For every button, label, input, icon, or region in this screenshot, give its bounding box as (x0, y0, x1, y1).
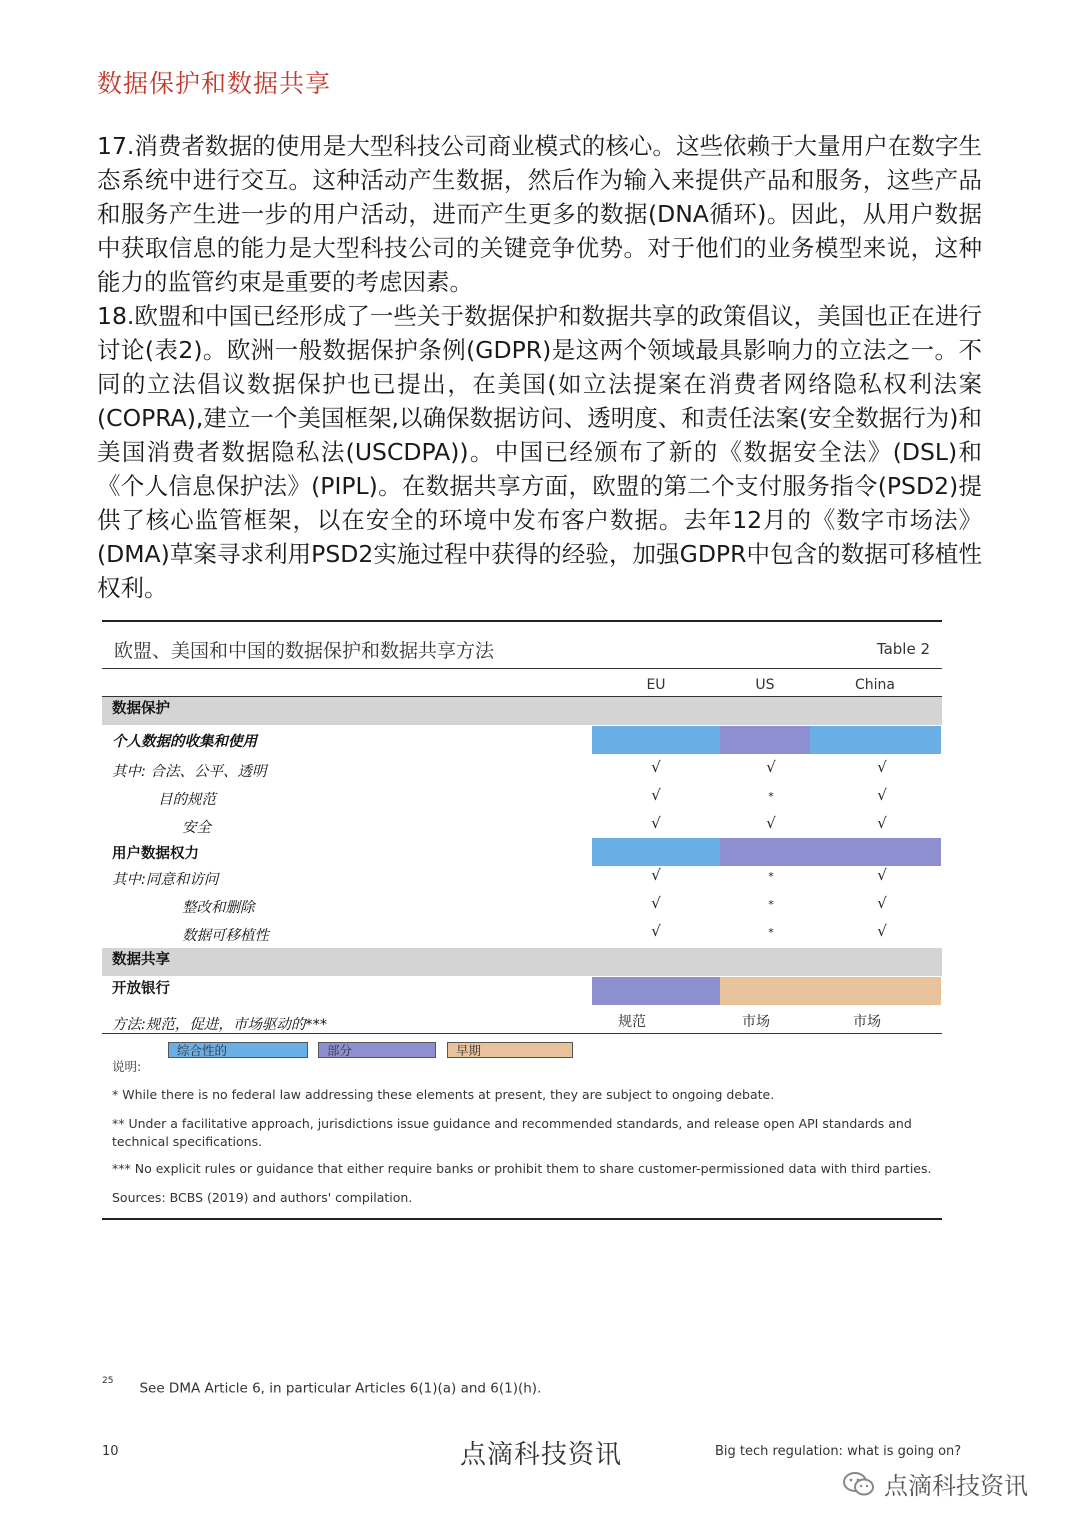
footnote-number: 25 (102, 1376, 114, 1386)
table-note-1: * While there is no federal law addressing these elements at present, they are subject to ongoing debate. (112, 1087, 775, 1102)
table-body-bottom-rule (102, 1033, 942, 1034)
mark-china: √ (877, 894, 887, 912)
row-label: 其中: 合法、公平、透明 (112, 764, 267, 780)
status-cell-china (810, 726, 941, 754)
table-title: 欧盟、美国和中国的数据保护和数据共享方法 (114, 640, 495, 662)
row-label: 用户数据权力 (112, 846, 199, 862)
status-cell-eu (592, 838, 720, 866)
paragraph-18: 18.欧盟和中国已经形成了一些关于数据保护和数据共享的政策倡议，美国也正在进行讨论(表2)。欧洲一般数据保护条例(GDPR)是这两个领域最具影响力的立法之一。不同的立法倡议数据保护也已提出，在美国(如立法提案在消费者网络隐私权利法案(COPRA),建立一个美国框架,以确保数据访问、透明度、和责任法案(安全数据行为)和美国消费者数据隐私法(USCDPA))。中国已经颁布了新的《数据安全法》(DSL)和《个人信息保护法》(PIPL)。在数据共享方面，欧盟的第二个支付服务指令(PSD2)提供了核心监管框架，以在安全的环境中发布客户数据。去年12月的《数字市场法》(DMA)草案寻求利用PSD2实施过程中获得的经验，加强GDPR中包含的数据可移植性权利。 (97, 302, 982, 602)
page-header-title: 数据保护和数据共享 (97, 69, 332, 98)
column-header-eu: EU (646, 677, 666, 693)
row-label: 目的规范 (158, 792, 216, 808)
table-row-consent (102, 864, 942, 892)
table-row-portability (102, 920, 942, 948)
mark-eu: √ (651, 894, 661, 912)
mark-china: √ (877, 866, 887, 884)
status-cell-us-china (720, 838, 941, 866)
row-label: 开放银行 (112, 981, 170, 997)
section-row-protection (102, 697, 942, 725)
mark-eu: √ (651, 814, 661, 832)
legend-partial: 部分 (318, 1042, 436, 1058)
table-row-open-banking (102, 977, 942, 1005)
table-tag: Table 2 (876, 640, 930, 658)
wechat-watermark (842, 1466, 1028, 1501)
mark-eu: √ (651, 866, 661, 884)
wechat-account-name: 点滴科技资讯 (884, 1472, 1028, 1500)
mark-us: √ (766, 814, 776, 832)
status-cell-us-china (720, 977, 941, 1005)
mark-us: √ (766, 758, 776, 776)
body-text (97, 129, 982, 605)
table-row-user-rights (102, 838, 942, 866)
legend-label: 说明: (112, 1059, 142, 1074)
table-note-2: ** Under a facilitative approach, jurisdictions issue guidance and recommended standards, and release open API standards and technical specifications. (112, 1116, 912, 1149)
footer-brand: 点滴科技资讯 (460, 1440, 623, 1470)
row-label: 整改和删除 (182, 900, 255, 916)
page-number: 10 (102, 1444, 119, 1459)
column-header-us: US (755, 677, 775, 693)
legend-early: 早期 (447, 1042, 573, 1058)
row-label: 安全 (182, 820, 211, 836)
status-cell-eu (592, 726, 720, 754)
table-2 (102, 620, 942, 1220)
mark-us: 市场 (742, 1014, 770, 1030)
table-note-3: *** No explicit rules or guidance that either require banks or prohibit them to share customer-permissioned data with third parties. (112, 1161, 932, 1176)
table-sources: Sources: BCBS (2019) and authors' compilation. (112, 1190, 413, 1205)
mark-eu: 规范 (618, 1014, 646, 1030)
mark-us: * (768, 870, 774, 883)
section-label-protection: 数据保护 (112, 701, 170, 717)
footnote (102, 1376, 542, 1397)
mark-eu: √ (651, 922, 661, 940)
mark-china: √ (877, 786, 887, 804)
table-row-lawful (102, 756, 942, 784)
mark-us: * (768, 790, 774, 803)
mark-china: √ (877, 814, 887, 832)
row-label: 其中:同意和访问 (112, 872, 219, 888)
section-label-sharing: 数据共享 (112, 952, 170, 968)
footer-running-title: Big tech regulation: what is going on? (715, 1444, 962, 1459)
table-row-security (102, 812, 942, 840)
table-row-rectify (102, 892, 942, 920)
section-row-sharing (102, 948, 942, 976)
mark-eu: √ (651, 758, 661, 776)
table-bottom-rule (102, 1218, 942, 1220)
legend-comprehensive: 综合性的 (168, 1042, 308, 1058)
footnote-text: See DMA Article 6, in particular Articles 6(1)(a) and 6(1)(h). (139, 1380, 542, 1397)
table-divider (102, 668, 942, 669)
mark-china: √ (877, 922, 887, 940)
table-row-personal-data (102, 726, 942, 754)
mark-china: √ (877, 758, 887, 776)
mark-eu: √ (651, 786, 661, 804)
row-label: 数据可移植性 (182, 928, 269, 944)
row-label: 个人数据的收集和使用 (112, 734, 257, 750)
wechat-icon (842, 1471, 876, 1497)
status-cell-eu (592, 977, 720, 1005)
status-cell-us (720, 726, 810, 754)
mark-china: 市场 (853, 1014, 881, 1030)
paragraph-17: 17.消费者数据的使用是大型科技公司商业模式的核心。这些依赖于大量用户在数字生态系统中进行交互。这种活动产生数据，然后作为输入来提供产品和服务，这些产品和服务产生进一步的用户活动，进而产生更多的数据(DNA循环)。因此，从用户数据中获取信息的能力是大型科技公司的关键竞争优势。对于他们的业务模型来说，这种能力的监管约束是重要的考虑因素。 (97, 132, 982, 296)
table-row-purpose (102, 784, 942, 812)
mark-us: * (768, 926, 774, 939)
row-label: 方法:规范，促进，市场驱动的*** (112, 1017, 328, 1033)
mark-us: * (768, 898, 774, 911)
table-top-rule (102, 620, 942, 622)
column-header-china: China (855, 677, 895, 693)
